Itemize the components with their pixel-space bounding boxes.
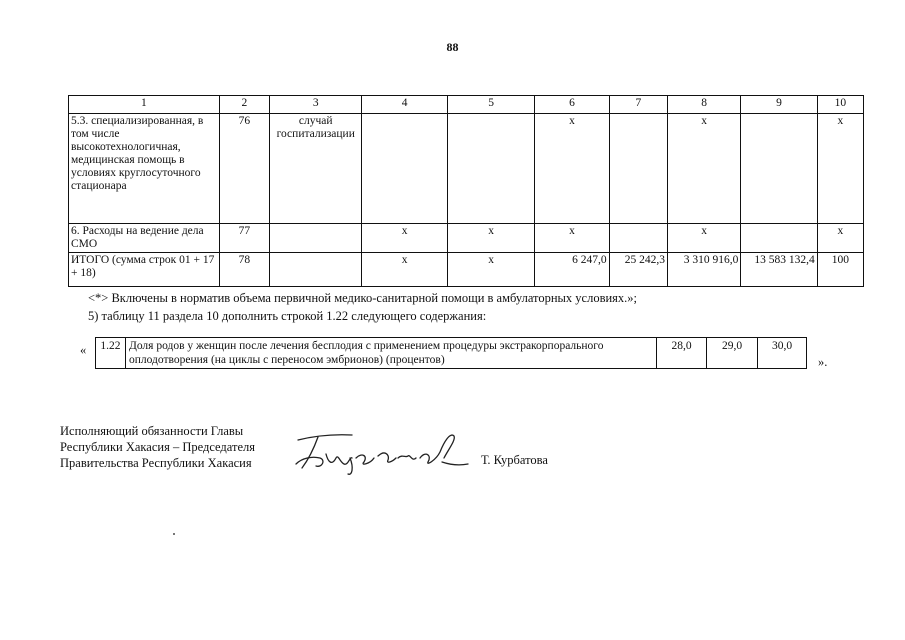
row-code: 77 [219,224,269,253]
cell-c8: 3 310 916,0 [667,253,740,287]
value-3: 30,0 [758,338,807,369]
row-code: 76 [219,114,269,224]
cell-c9 [741,114,817,224]
cell-c4: х [362,253,447,287]
cell-c6: х [535,114,609,224]
cell-c10: х [817,114,863,224]
cell-c7 [609,114,667,224]
cell-c6: 6 247,0 [535,253,609,287]
signer-title-line: Правительства Республики Хакасия [60,456,252,470]
column-header: 4 [362,96,447,114]
column-header: 1 [69,96,220,114]
cell-c4 [362,114,447,224]
table-header-row [69,96,864,114]
row-description: Доля родов у женщин после лечения бесплодия с применением процедуры экстракорпорального оплодотворения (на циклы с переносом эмбрионов) (процентов) [125,338,656,369]
row-code: 78 [219,253,269,287]
page-number: 88 [446,40,459,54]
row-name: 5.3. специализированная, в том числе высокотехнологичная, медицинская помощь в условиях круглосуточного стационара [69,114,220,224]
footnote: <*> Включены в норматив объема первичной медико-санитарной помощи в амбулаторных условиях.»; [88,291,638,305]
column-header: 6 [535,96,609,114]
column-header: 10 [817,96,863,114]
cell-c8: х [667,224,740,253]
amendment-instruction: 5) таблицу 11 раздела 10 дополнить строкой 1.22 следующего содержания: [88,309,487,323]
cell-c10: х [817,224,863,253]
value-2: 29,0 [707,338,758,369]
budget-table [68,95,864,287]
table-row [96,338,807,369]
handwritten-signature [292,428,472,478]
row-name: 6. Расходы на ведение дела СМО [69,224,220,253]
signer-title [60,423,255,471]
column-header: 7 [609,96,667,114]
cell-c8: х [667,114,740,224]
row-unit [270,224,362,253]
signer-title-line: Республики Хакасия – Председателя [60,440,256,454]
column-header: 2 [219,96,269,114]
cell-c5: х [447,224,534,253]
column-header: 9 [741,96,817,114]
row-number: 1.22 [96,338,126,369]
cell-c9: 13 583 132,4 [741,253,817,287]
column-header: 8 [667,96,740,114]
row-name: ИТОГО (сумма строк 01 + 17 + 18) [69,253,220,287]
cell-c7 [609,224,667,253]
inserted-row-table [95,337,807,369]
opening-quote: « [80,343,87,357]
table-row [69,253,864,287]
table-row [69,114,864,224]
closing-quote: ». [818,355,828,369]
signer-name: Т. Курбатова [481,453,548,467]
cell-c5: х [447,253,534,287]
value-1: 28,0 [657,338,707,369]
row-unit: случай госпитализации [270,114,362,224]
scan-speck [173,533,175,535]
cell-c10: 100 [817,253,863,287]
cell-c9 [741,224,817,253]
signer-title-line: Исполняющий обязанности Главы [60,424,244,438]
table-row [69,224,864,253]
cell-c6: х [535,224,609,253]
cell-c5 [447,114,534,224]
column-header: 3 [270,96,362,114]
cell-c7: 25 242,3 [609,253,667,287]
row-unit [270,253,362,287]
column-header: 5 [447,96,534,114]
cell-c4: х [362,224,447,253]
